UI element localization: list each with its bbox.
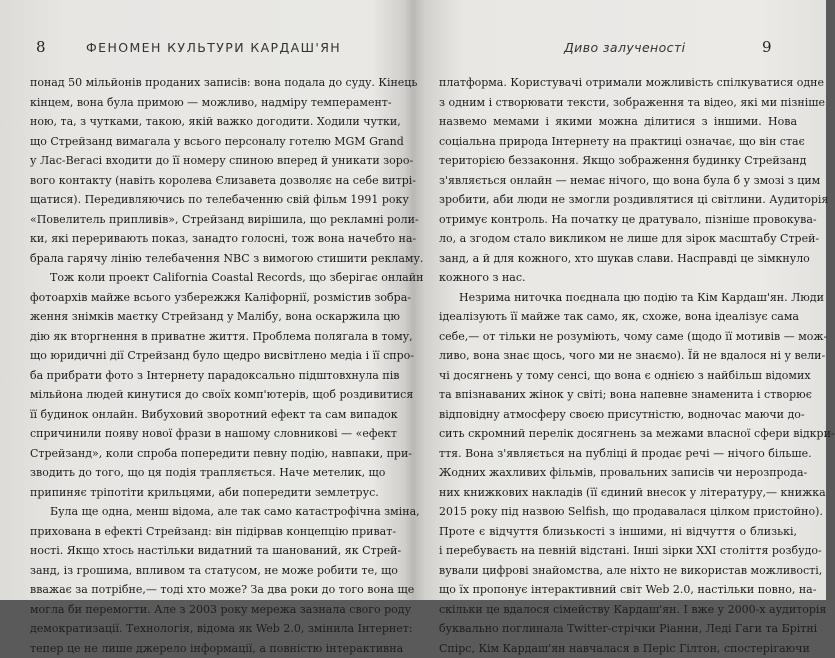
text-line: них книжкових накладів (її єдиний внесок у літературу,— книжка <box>439 483 797 503</box>
text-line: Спірс, Кім Кардаш'ян навчалася в Періс Гілтон, спостерігаючи <box>439 639 797 658</box>
text-line: з'являється онлайн — немає нічого, що вона була б у змозі з цим <box>439 171 797 191</box>
text-line: брала гарячу лінію телебачення NBC з вимогою стишити рекламу. <box>30 249 385 269</box>
text-line: ливо, вона знає щось, чого ми не знаємо). Їй не вдалося ні у вели- <box>439 346 797 366</box>
text-line: у Лас-Вегасі входити до її номеру спиною вперед й уникати зоро- <box>30 151 385 171</box>
right-page <box>414 0 826 600</box>
text-line: прихована в ефекті Стрейзанд: він підірвав концепцію приват- <box>30 522 385 542</box>
text-line: 2015 року під назвою Selfish, що продавалася цілком пристойно). <box>439 502 797 522</box>
text-line: вували цифрові знайомства, але ніхто не використав можливості, <box>439 561 797 581</box>
text-line: Незрима ниточка поєднала цю подію та Кім Кардаш'ян. Люди <box>439 288 797 308</box>
text-line: отримує контроль. На початку це дратувало, пізніше провокува- <box>439 210 797 230</box>
text-line: понад 50 мільйонів проданих записів: вона подала до суду. Кінець <box>30 73 385 93</box>
text-line: кожного з нас. <box>439 268 797 288</box>
text-line: занд, із грошима, впливом та статусом, не може робити те, що <box>30 561 385 581</box>
text-line: ки, які переривають показ, занадто голосні, тож вона начебто на- <box>30 229 385 249</box>
text-line: ною, та, з чутками, такою, якій важко догодити. Ходили чутки, <box>30 112 385 132</box>
text-line: ності. Якщо хтось настільки видатний та шанований, як Стрей- <box>30 541 385 561</box>
text-line: її будинок онлайн. Вибуховий зворотний ефект та сам випадок <box>30 405 385 425</box>
text-line: вого контакту (навіть королева Єлизавета дозволяє на себе витрі- <box>30 171 385 191</box>
text-line: з одним і створювати тексти, зображення та відео, які ми пізніше <box>439 93 797 113</box>
text-line: зробити, аби люди не змогли роздивлятися ці світлини. Аудиторія <box>439 190 797 210</box>
text-line: тепер це не лише джерело інформації, а повністю інтерактивна <box>30 639 385 658</box>
text-line: сить скромний перелік досягнень за межами власної сфери відкри- <box>439 424 797 444</box>
text-line: ття. Вона з'являється на публіці й продає речі — нічого більше. <box>439 444 797 464</box>
text-line: і перебуваєть на певній відстані. Інші зірки XXI століття розбудо- <box>439 541 797 561</box>
text-line: Була ще одна, менш відома, але так само катастрофічна зміна, <box>30 502 385 522</box>
running-head: ФЕНОМЕН КУЛЬТУРИ КАРДАШ'ЯН <box>86 40 341 55</box>
page-number: 8 <box>36 38 46 56</box>
text-line: відповідну атмосферу своєю присутністю, водночас маючи до- <box>439 405 797 425</box>
text-line: Стрейзанд», коли спроба попередити певну подію, навпаки, при- <box>30 444 385 464</box>
text-line: соціальна природа Інтернету на практиці означає, що він стає <box>439 132 797 152</box>
text-line: ження знімків маєтку Стрейзанд у Малібу, вона оскаржила цю <box>30 307 385 327</box>
text-line: ло, а згодом стало викликом не лише для зірок масштабу Стрей- <box>439 229 797 249</box>
text-line: ідеалізують її майже так само, як, схоже, вона ідеалізує сама <box>439 307 797 327</box>
body-text <box>439 73 797 658</box>
text-line: дію як вторгнення в приватне життя. Проблема полягала в тому, <box>30 327 385 347</box>
text-line: могла би перемогти. Але з 2003 року мережа зазнала свого роду <box>30 600 385 620</box>
text-line: кінцем, вона була примою — можливо, надміру темперамент- <box>30 93 385 113</box>
text-line: себе,— от тільки не розуміють, чому саме (щодо її мотивів — мож- <box>439 327 797 347</box>
text-line: мільйона людей кинутися до своїх комп'ютерів, щоб роздивитися <box>30 385 385 405</box>
text-line: Тож коли проект California Coastal Records, що зберігає онлайн <box>30 268 385 288</box>
text-line: та впізнаваних жінок у світі; вона напевне знаменита і створює <box>439 385 797 405</box>
text-line: фотоархів майже всього узбережжя Каліфорнії, розмістив зобра- <box>30 288 385 308</box>
text-line: припиняє тріпотіти крильцями, аби попередити землетрус. <box>30 483 385 503</box>
text-line: платформа. Користувачі отримали можливість спілкуватися одне <box>439 73 797 93</box>
text-line: буквально поглинала Twitter-стрічки Ріанни, Леді Гаги та Брітні <box>439 619 797 639</box>
text-line: назвемо мемами і якими можна ділитися з іншими. Нова <box>439 112 797 132</box>
text-line: Жодних жахливих фільмів, провальних записів чи нерозпрода- <box>439 463 797 483</box>
text-line: ба прибрати фото з Інтернету парадоксально підштовхнула пів <box>30 366 385 386</box>
text-line: занд, а й для кожного, хто шукав слави. Насправді це зімкнуло <box>439 249 797 269</box>
text-line: що Стрейзанд вимагала у всього персоналу готелю MGM Grand <box>30 132 385 152</box>
text-line: вважає за потрібне,— тоді хто може? За два роки до того вона ще <box>30 580 385 600</box>
running-head: Диво залученості <box>564 40 686 55</box>
text-line: зводить до того, що ця подія трапляється. Наче метелик, що <box>30 463 385 483</box>
text-line: «Повелитель припливів», Стрейзанд вирішила, що рекламні роли- <box>30 210 385 230</box>
text-line: демократизації. Технологія, відома як Web 2.0, змінила Інтернет: <box>30 619 385 639</box>
left-page <box>0 0 410 600</box>
text-line: територією беззаконня. Якщо зображення будинку Стрейзанд <box>439 151 797 171</box>
text-line: щатися). Передивляючись по телебаченню свій фільм 1991 року <box>30 190 385 210</box>
body-text <box>30 73 385 658</box>
text-line: чі досягнень у тому сенсі, що вона є однією з найбільш відомих <box>439 366 797 386</box>
text-line: що їх пропонує інтерактивний світ Web 2.0, настільки повно, на- <box>439 580 797 600</box>
text-line: скільки це вдалося сімейству Кардаш'ян. І вже у 2000-х аудиторія <box>439 600 797 620</box>
text-line: спричинили появу нової фрази в нашому словникові — «ефект <box>30 424 385 444</box>
text-line: що юридичні дії Стрейзанд було щедро висвітлено медіа і її спро- <box>30 346 385 366</box>
page-number: 9 <box>762 38 772 56</box>
text-line: Проте є відчуття близькості з іншими, ні відчуття о близькі, <box>439 522 797 542</box>
